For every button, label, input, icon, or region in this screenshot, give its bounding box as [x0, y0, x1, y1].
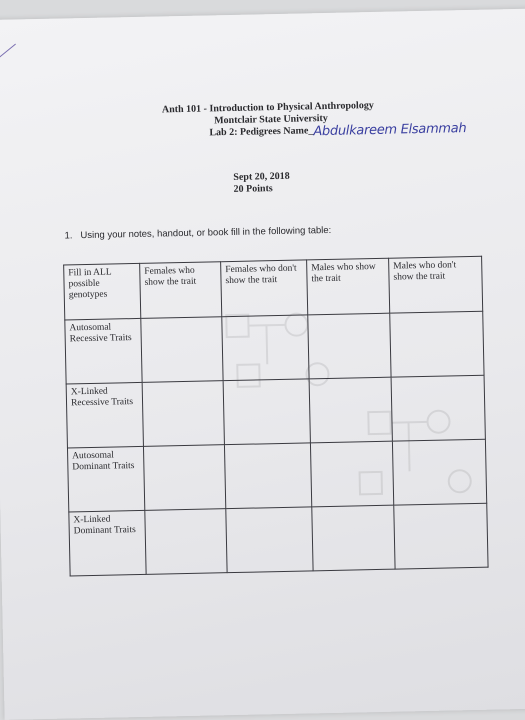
column-header: Females who don't show the trait	[221, 260, 308, 317]
date-points-block	[233, 171, 290, 196]
corner-label: Fill in ALL possible genotypes	[64, 263, 141, 320]
question-1	[64, 225, 331, 242]
answer-cell[interactable]	[142, 381, 224, 447]
genotype-table	[63, 256, 488, 577]
answer-cell[interactable]	[309, 377, 392, 443]
lab-title: Lab 2: Pedigrees Name	[209, 125, 309, 139]
column-header: Males who show the trait	[307, 258, 390, 315]
row-header: Autosomal Recessive Traits	[65, 318, 142, 384]
table-row	[65, 311, 484, 384]
row-header: X-Linked Dominant Traits	[69, 510, 146, 576]
answer-cell[interactable]	[224, 443, 311, 509]
lab-date: Sept 20, 2018	[233, 170, 290, 183]
answer-cell[interactable]	[310, 441, 393, 507]
lab-points: 20 Points	[233, 183, 273, 195]
row-header: Autosomal Dominant Traits	[67, 446, 144, 512]
name-underline: _	[308, 125, 314, 137]
column-header: Males who don't show the trait	[389, 256, 483, 313]
answer-cell[interactable]	[394, 503, 488, 569]
answer-cell[interactable]	[222, 315, 309, 381]
answer-cell[interactable]	[145, 509, 227, 575]
university-name: Montclair State University	[214, 112, 328, 126]
table-row	[69, 503, 488, 576]
worksheet-page	[0, 8, 525, 720]
answer-cell[interactable]	[391, 375, 485, 441]
table-header-row	[64, 256, 483, 320]
answer-cell[interactable]	[392, 439, 486, 505]
course-title: Anth 101 - Introduction to Physical Anthropology	[161, 99, 374, 116]
answer-cell[interactable]	[223, 379, 310, 445]
table-row	[67, 439, 486, 512]
answer-cell[interactable]	[141, 317, 223, 383]
handwritten-name: Abdulkareem Elsammah	[313, 121, 467, 140]
answer-cell[interactable]	[143, 445, 225, 511]
answer-cell[interactable]	[308, 313, 391, 379]
answer-cell[interactable]	[226, 507, 313, 573]
column-header: Females who show the trait	[140, 262, 222, 319]
question-text: Using your notes, handout, or book fill in the following table:	[80, 224, 332, 242]
table-row	[66, 375, 485, 448]
pen-stroke	[0, 44, 16, 62]
row-header: X-Linked Recessive Traits	[66, 382, 143, 448]
question-number: 1.	[64, 230, 73, 242]
worksheet-header	[161, 99, 467, 140]
answer-cell[interactable]	[312, 505, 395, 571]
answer-cell[interactable]	[390, 311, 484, 377]
